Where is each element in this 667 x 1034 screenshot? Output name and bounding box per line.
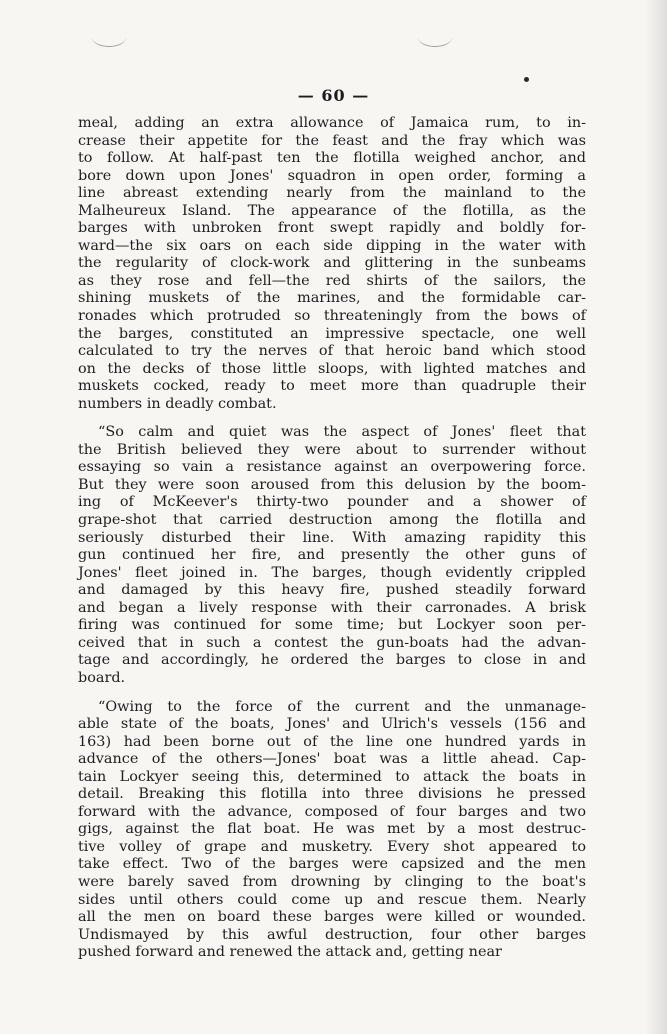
binding-hole-mark-right xyxy=(418,28,452,47)
text-line: sides until others could come up and rescue them. Nearly xyxy=(78,891,586,908)
ink-speck xyxy=(524,77,529,82)
text-line: “So calm and quiet was the aspect of Jones' fleet that xyxy=(98,424,586,441)
text-line: tive volley of grape and musketry. Every shot appeared to xyxy=(78,838,586,855)
text-line: essaying so vain a resistance against an overpowering force. xyxy=(78,459,586,476)
text-line: line abreast extending nearly from the mainland to the xyxy=(78,185,586,202)
paragraph xyxy=(78,115,586,413)
page-number: — 60 — xyxy=(297,86,370,105)
text-line: bore down upon Jones' squadron in open order, forming a xyxy=(78,167,586,184)
text-line: ronades which protruded so threateningly from the bows of xyxy=(78,308,586,325)
text-line: numbers in deadly combat. xyxy=(78,395,277,412)
text-line: the regularity of clock-work and glittering in the sunbeams xyxy=(78,255,586,272)
text-line: and damaged by this heavy fire, pushed steadily forward xyxy=(78,582,586,599)
text-line: ceived that in such a contest the gun-boats had the advan- xyxy=(78,634,586,651)
text-line: on the decks of those little sloops, with lighted matches and xyxy=(78,360,586,377)
text-line: grape-shot that carried destruction among the flotilla and xyxy=(78,512,586,529)
binding-hole-mark-left xyxy=(92,28,126,47)
text-line: meal, adding an extra allowance of Jamaica rum, to in- xyxy=(78,115,586,131)
text-line: But they were soon aroused from this delusion by the boom- xyxy=(78,476,586,493)
text-line: crease their appetite for the feast and the fray which was xyxy=(78,132,586,149)
text-line: 163) had been borne out of the line one hundred yards in xyxy=(78,733,586,750)
text-line: take effect. Two of the barges were capsized and the men xyxy=(78,856,586,873)
text-line: advance of the others—Jones' boat was a little ahead. Cap- xyxy=(78,751,586,768)
text-line: shining muskets of the marines, and the formidable car- xyxy=(78,290,586,307)
body-text xyxy=(78,115,586,962)
text-line: the British believed they were about to surrender without xyxy=(78,441,586,458)
text-line: Malheureux Island. The appearance of the flotilla, as the xyxy=(78,202,586,219)
text-line: seriously disturbed their line. With amazing rapidity this xyxy=(78,529,586,546)
paragraph-gap xyxy=(78,413,586,424)
paragraph xyxy=(78,699,586,962)
text-line: gigs, against the flat boat. He was met by a most destruc- xyxy=(78,821,586,838)
text-line: gun continued her fire, and presently the other guns of xyxy=(78,547,586,564)
text-line: barges with unbroken front swept rapidly and boldly for- xyxy=(78,220,586,237)
text-line: detail. Breaking this flotilla into three divisions he pressed xyxy=(78,786,586,803)
text-line: pushed forward and renewed the attack and, getting near xyxy=(78,944,502,961)
page-edge-shadow xyxy=(645,0,667,1034)
text-line: tage and accordingly, he ordered the barges to close in and xyxy=(78,652,586,669)
text-line: firing was continued for some time; but Lockyer soon per- xyxy=(78,617,586,634)
text-line: muskets cocked, ready to meet more than quadruple their xyxy=(78,378,586,395)
text-line: able state of the boats, Jones' and Ulrich's vessels (156 and xyxy=(78,716,586,733)
text-line: to follow. At half-past ten the flotilla weighed anchor, and xyxy=(78,150,586,167)
text-line: and began a lively response with their carronades. A brisk xyxy=(78,599,586,616)
text-line: forward with the advance, composed of four barges and two xyxy=(78,803,586,820)
text-line: Undismayed by this awful destruction, four other barges xyxy=(78,926,586,943)
text-line: ward—the six oars on each side dipping in the water with xyxy=(78,237,586,254)
text-line: calculated to try the nerves of that heroic band which stood xyxy=(78,343,586,360)
paragraph xyxy=(78,424,586,687)
text-line: tain Lockyer seeing this, determined to attack the boats in xyxy=(78,768,586,785)
text-line: ing of McKeever's thirty-two pounder and a shower of xyxy=(78,494,586,511)
text-line: Jones' fleet joined in. The barges, though evidently crippled xyxy=(78,564,586,581)
text-line: board. xyxy=(78,669,126,686)
text-line: the barges, constituted an impressive spectacle, one well xyxy=(78,325,586,342)
text-line: were barely saved from drowning by clinging to the boat's xyxy=(78,873,586,890)
paragraph-gap xyxy=(78,688,586,699)
text-line: as they rose and fell—the red shirts of the sailors, the xyxy=(78,272,586,289)
text-line: “Owing to the force of the current and the unmanage- xyxy=(98,698,586,715)
text-line: all the men on board these barges were killed or wounded. xyxy=(78,909,586,926)
